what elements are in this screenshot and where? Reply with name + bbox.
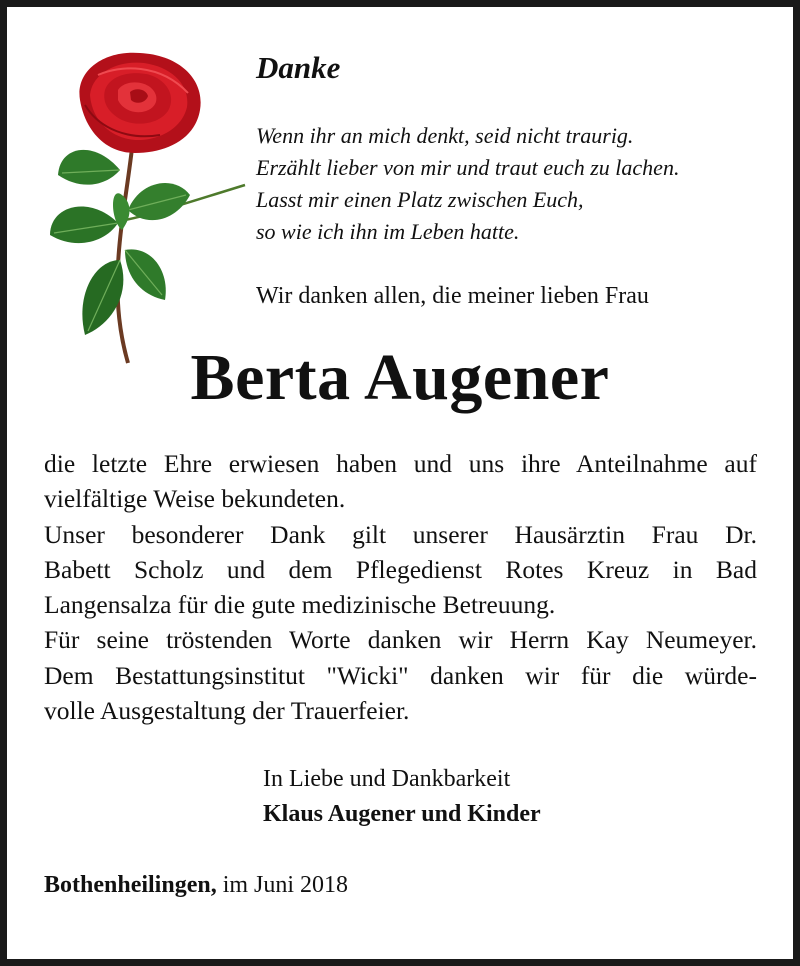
red-rose-icon	[40, 45, 255, 365]
poem-line: Erzählt lieber von mir und traut euch zu lachen.	[256, 155, 680, 180]
body-text	[44, 446, 757, 728]
place-town: Bothenheilingen,	[44, 872, 217, 898]
body-line: vielfältige Weise bekundeten.	[44, 484, 346, 514]
body-line: Unser besonderer Dank gilt unserer Hausärztin Frau Dr.	[44, 519, 757, 549]
deceased-name: Berta Augener	[190, 341, 610, 414]
body-line: Babett Scholz und dem Pflegedienst Rotes Kreuz in Bad	[44, 554, 757, 584]
poem	[256, 120, 679, 248]
body-line: volle Ausgestaltung der Trauerfeier.	[44, 696, 410, 726]
place-date	[44, 872, 348, 899]
body-line: Langensalza für die gute medizinische Betreuung.	[44, 590, 556, 620]
signoff-phrase: In Liebe und Dankbarkeit	[263, 766, 511, 792]
intro-text: Wir danken allen, die meiner lieben Frau	[256, 283, 649, 309]
signoff-names: Klaus Augener und Kinder	[263, 801, 541, 827]
signoff	[263, 762, 541, 832]
body-line: Dem Bestattungsinstitut "Wicki" danken wir für die würde-	[44, 660, 757, 690]
place-date-text: im Juni 2018	[222, 872, 349, 898]
heading-danke: Danke	[256, 50, 341, 85]
poem-line: Lasst mir einen Platz zwischen Euch,	[256, 187, 584, 212]
body-line: Für seine tröstenden Worte danken wir Herrn Kay Neumeyer.	[44, 625, 757, 655]
poem-line: so wie ich ihn im Leben hatte.	[256, 219, 520, 244]
body-line: die letzte Ehre erwiesen haben und uns ihre Anteilnahme auf	[44, 449, 757, 478]
poem-line: Wenn ihr an mich denkt, seid nicht traurig.	[256, 123, 634, 148]
